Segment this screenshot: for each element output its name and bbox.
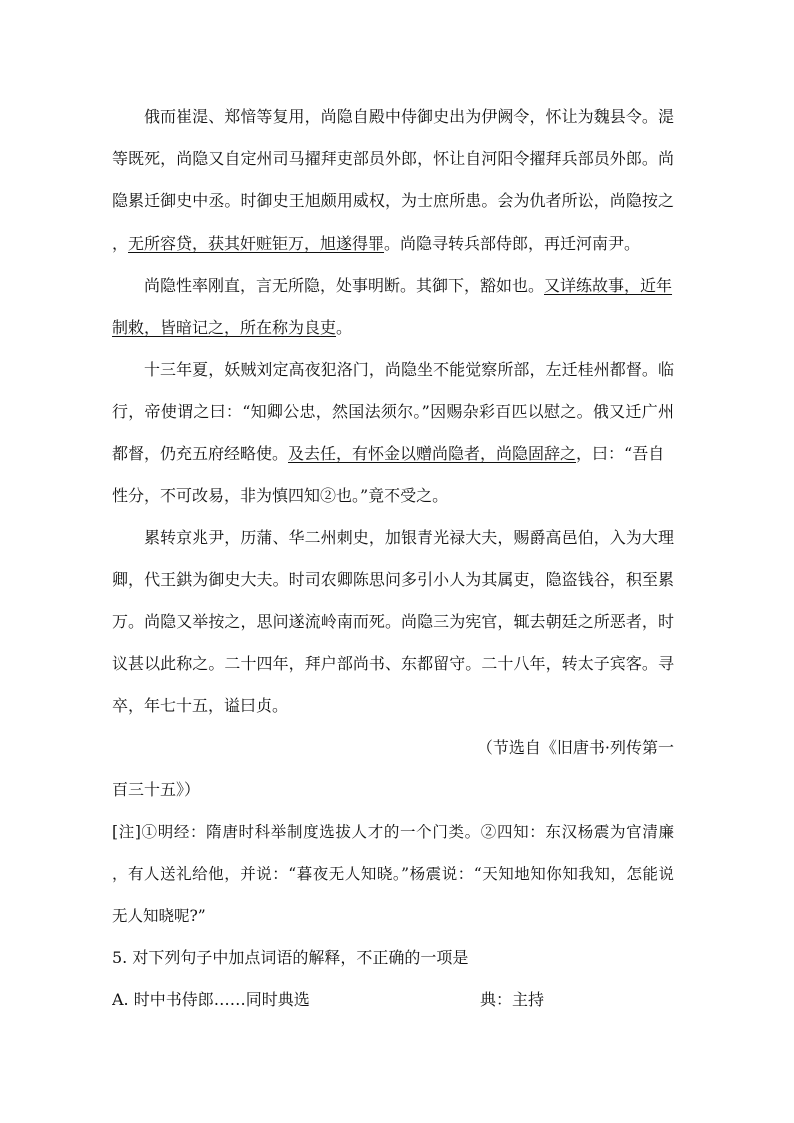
para1-line4-comma: ， [112,234,129,253]
notes-line3: 无人知晓呢?” [112,907,206,925]
para3-line1: 十三年夏，妖贼刘定高夜犯洛门，尚隐坐不能觉察所部，左迁桂州都督。临 [144,360,674,379]
para1-line1: 俄而崔湜、郑愔等复用，尚隐自殿中侍御史出为伊阙令，怀让为魏县令。湜 [144,107,674,126]
notes-line2: ，有人送礼给他，并说：“暮夜无人知晓。”杨震说：“天知地知你知我知，怎能说 [112,865,674,883]
para3-line3 [112,443,674,465]
para4-line2: 卿，代王鉷为御史大夫。时司农卿陈思问多引小人为其属吏，隐盗钱谷，积至累 [112,570,674,589]
para2-line2-tail: 。 [336,318,353,337]
para2-line1 [144,275,674,297]
para4-line4: 议甚以此称之。二十四年，拜户部尚书、东都留守。二十八年，转太子宾客。寻 [112,654,674,673]
source-citation-line1: （节选自《旧唐书·列传第一 [476,738,674,757]
para4-line3: 万。尚隐又举按之，思问遂流岭南而死。尚隐三为宪官，辄去朝廷之所恶者，时 [112,612,674,631]
para3-line2: 行，帝使谓之曰：“知卿公忠，然国法须尔。”因赐杂彩百匹以慰之。俄又迁广州 [112,402,674,421]
underlined-sentence-2b: 制敕，皆暗记之，所在称为良吏 [112,318,337,337]
para2-line2 [112,317,674,339]
option-a-gloss: 典：主持 [480,990,545,1009]
underlined-sentence-1: 无所容贷，获其奸赃钜万，旭遂得罪 [128,234,385,253]
underlined-sentence-2a: 又详练故事，近年 [544,276,673,295]
question-option-a [112,989,674,1011]
para1-line3: 隐累迁御史中丞。时御史王旭颇用威权，为士庶所患。会为仇者所讼，尚隐按之 [112,191,674,210]
para1-line2: 等既死，尚隐又自定州司马擢拜吏部员外郎，怀让自河阳令擢拜兵部员外郎。尚 [112,149,674,168]
para1-line4-tail: 。尚隐寻转兵部侍郎，再迁河南尹。 [384,234,641,253]
para1-line4 [112,233,674,255]
para4-line5: 卒，年七十五，谥曰贞。 [112,696,289,715]
notes-line1: [注]①明经：隋唐时科举制度选拔人才的一个门类。②四知：东汉杨震为官清廉 [112,823,674,841]
para3-line3-tail: ，曰：“吾自 [576,444,665,463]
para4-line1: 累转京兆尹，历蒲、华二州刺史，加银青光禄大夫，赐爵高邑伯，入为大理 [144,528,674,547]
option-a-sentence: A. 时中书侍郎……同时典选 [112,990,310,1009]
question-title: 5. 对下列句子中加点词语的解释，不正确的一项是 [112,948,469,967]
underlined-sentence-3: 及去任，有怀金以赠尚隐者，尚隐固辞之 [288,444,577,463]
para2-line1-head: 尚隐性率刚直，言无所隐，处事明断。其御下，豁如也。 [144,276,545,295]
source-citation-line2: 百三十五》） [112,780,201,799]
para3-line4: 性分，不可改易，非为慎四知②也。”竟不受之。 [112,486,449,505]
para3-line3-head: 都督，仍充五府经略使。 [112,444,289,463]
